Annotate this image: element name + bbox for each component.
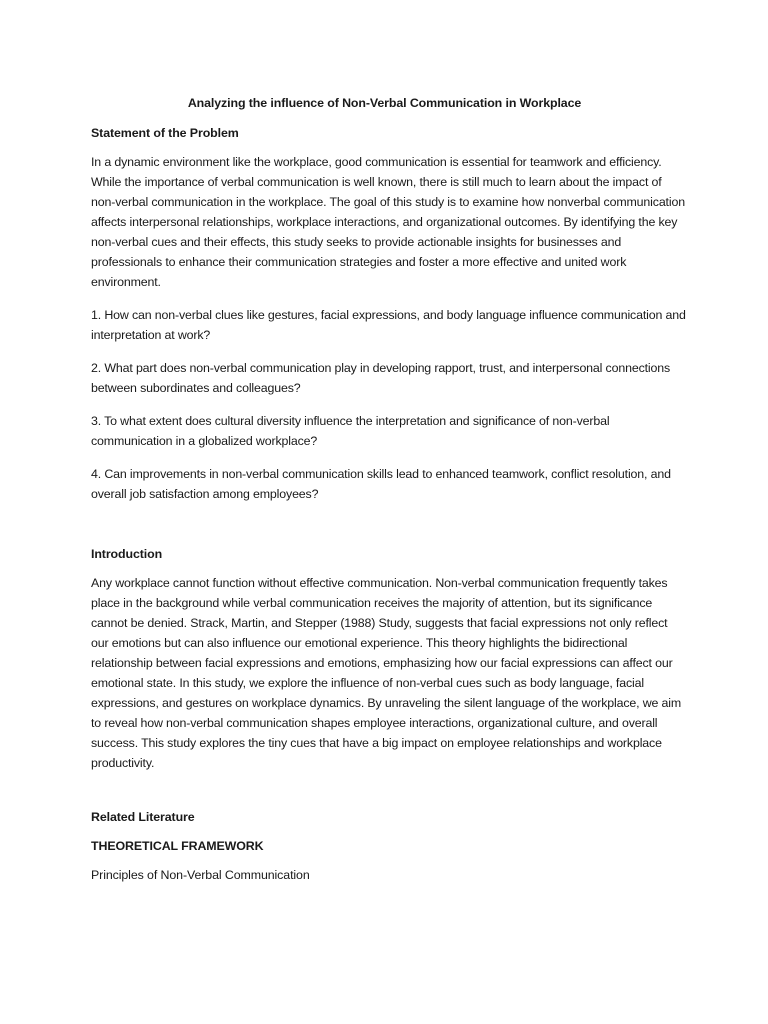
research-question: 4. Can improvements in non-verbal communication skills lead to enhanced teamwork, conflict resolution, and overall job satisfaction among employees?: [91, 467, 671, 501]
related-literature-heading: Related Literature: [91, 810, 195, 824]
problem-paragraph: In a dynamic environment like the workplace, good communication is essential for teamwork and efficiency. While the importance of verbal communication is well known, there is still much to learn about the impact of non-verbal communication in the workplace. The goal of this study is to examine how nonverbal communication affects interpersonal relationships, workplace interactions, and organizational outcomes. By identifying the key non-verbal cues and their effects, this study seeks to provide actionable insights for businesses and professionals to enhance their communication strategies and foster a more effective and united work environment.: [91, 155, 685, 289]
document-body: [91, 93, 687, 885]
section-spacer: [91, 517, 687, 544]
theoretical-framework-heading: THEORETICAL FRAMEWORK: [91, 839, 264, 853]
introduction-heading: Introduction: [91, 547, 163, 561]
research-question: 1. How can non-verbal clues like gestures, facial expressions, and body language influence communication and interpretation at work?: [91, 308, 686, 342]
principles-text: Principles of Non-Verbal Communication: [91, 868, 310, 882]
problem-heading: Statement of the Problem: [91, 126, 239, 140]
introduction-paragraph: Any workplace cannot function without effective communication. Non-verbal communication frequently takes place in the background while verbal communication receives the majority of attention, but its significance cannot be denied. Strack, Martin, and Stepper (1988) Study, suggests that facial expressions not only reflect our emotions but can also influence our emotional experience. This theory highlights the bidirectional relationship between facial expressions and emotions, emphasizing how our facial expressions can affect our emotional state. In this study, we explore the influence of non-verbal cues such as body language, facial expressions, and gestures on workplace dynamics. By unraveling the silent language of the workplace, we aim to reveal how non-verbal communication shapes employee interactions, organizational culture, and overall success. This study explores the tiny cues that have a big impact on employee relationships and workplace productivity.: [91, 576, 682, 770]
research-question: 3. To what extent does cultural diversity influence the interpretation and significance of non-verbal communication in a globalized workplace?: [91, 414, 610, 448]
research-question: 2. What part does non-verbal communication play in developing rapport, trust, and interpersonal connections between subordinates and colleagues?: [91, 361, 671, 395]
section-spacer: [91, 786, 687, 807]
document-title: Analyzing the influence of Non-Verbal Communication in Workplace: [187, 96, 582, 110]
